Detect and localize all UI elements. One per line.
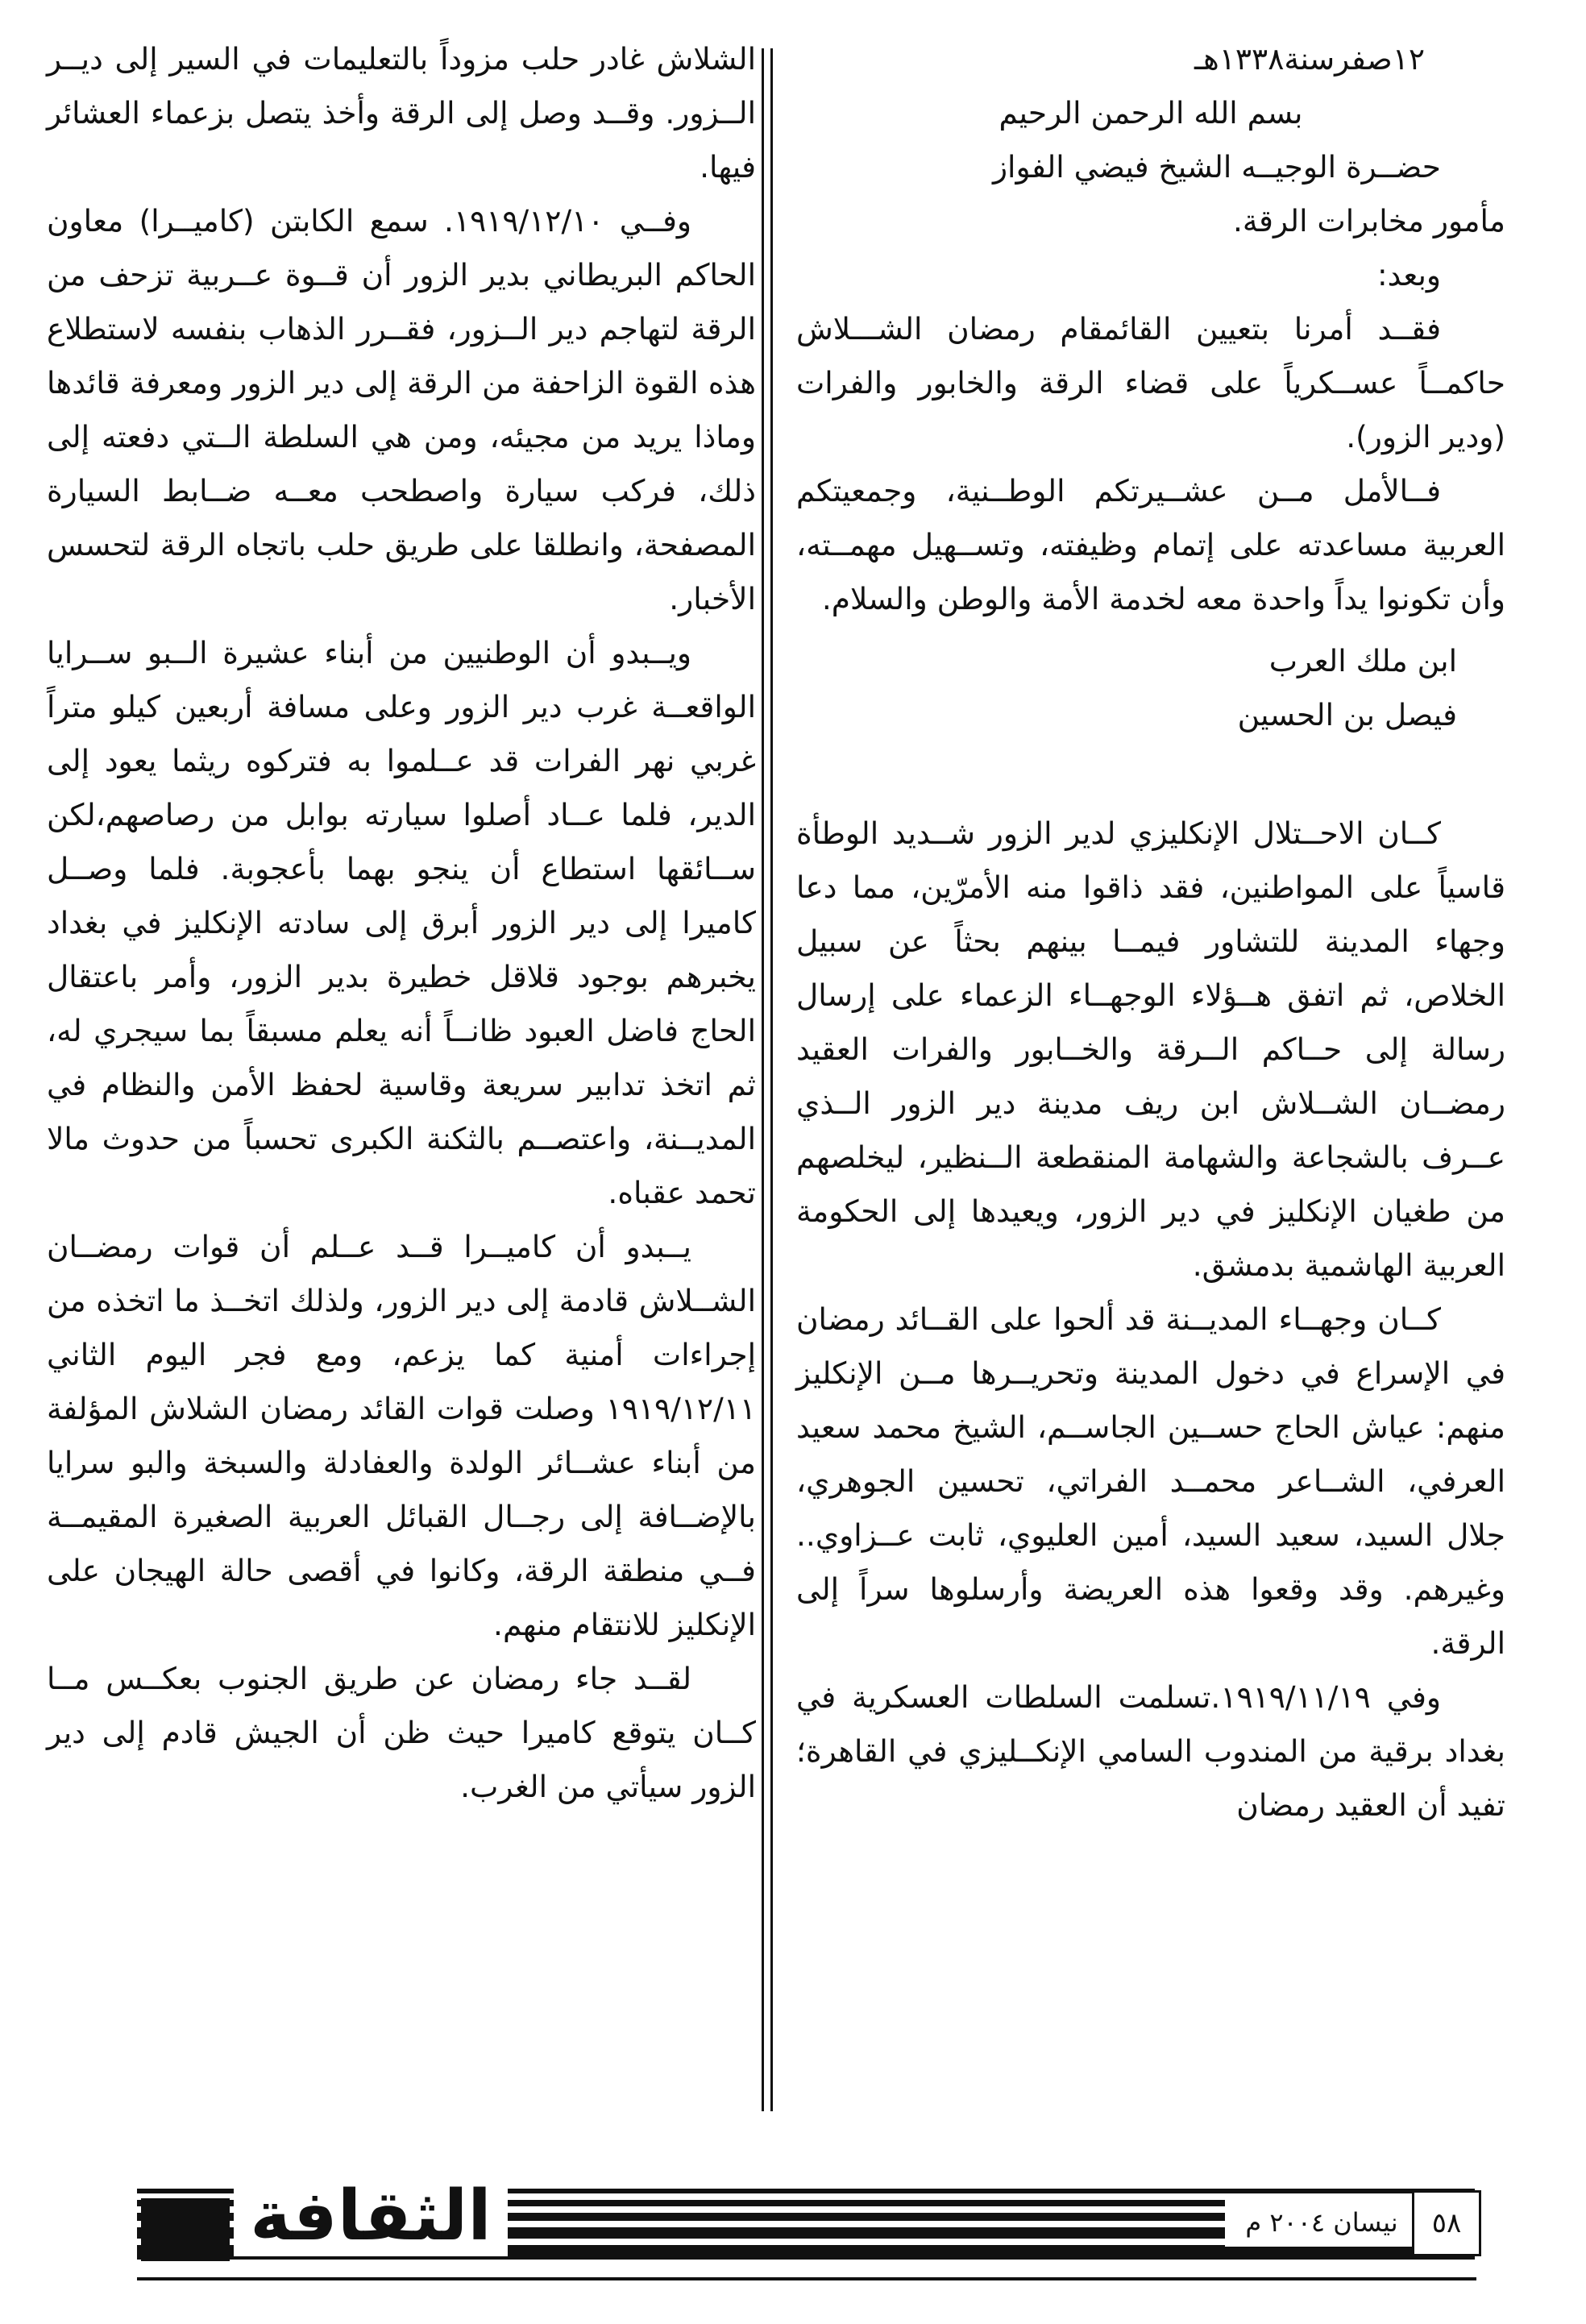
- article-paragraph: ويــبدو أن الوطنيين من أبناء عشيرة الــبو ســرايا الواقعــة غرب دير الزور وعلى مسافة أربعين كيلو متراً غربي نهر الفرات قد عــلموا به فتركوه ريثما يعود إلى الدير، فلما عــاد أصلوا سيارته بوابل من رصاصهم،لكن ســائقها استطاع أن ينجو بهما بأعجوبة. فلما وصــل كاميرا إلى دير الزور أبرق إلى سادته الإنكليز في بغداد يخبرهم بوجود قلاقل خطيرة بدير الزور، وأمر باعتقال الحاج فاضل العبود ظانــاً أنه يعلم مسبقاً بما سيجري له، ثم اتخذ تدابير سريعة وقاسية لحفظ الأمن والنظام في المديــنة، واعتصــم بالثكنة الكبرى تحسباً من حدوث مالا تحمد عقباه.: [47, 635, 756, 1210]
- letter-signature-name: فيصل بن الحسين: [1237, 697, 1457, 732]
- letter-body-1: فقــد أمرنا بتعيين القائمقام رمضان الشـــلاش حاكمــاً عســكرياً على قضاء الرقة والخابور والفرات (ودير الزور).: [796, 311, 1505, 454]
- article-paragraph: الشلاش غادر حلب مزوداً بالتعليمات في السير إلى ديــر الــزور. وقــد وصل إلى الرقة وأخذ يتصل بزعماء العشائر فيها.: [47, 41, 756, 185]
- masthead-side-block: [141, 2198, 230, 2214]
- letter-wabaad: وبعد:: [1377, 257, 1441, 293]
- article-paragraph: يــبدو أن كاميــرا قــد عــلم أن قوات رمضــان الشــلاش قادمة إلى دير الزور، ولذلك اتخــذ ما اتخذه من إجراءات أمنية كما يزعم، ومع فجر اليوم الثاني ١٩١٩/١٢/١١ وصلت قوات القائد رمضان الشلاش المؤلفة من أبناء عشــائر الولدة والعفادلة والسبخة والبو سرايا بالإضــافة إلى رجــال القبائل العربية الصغيرة المقيمــة فــي منطقة الرقة، وكانوا في أقصى حالة الهيجان على الإنكليز للانتقام منهم.: [47, 1229, 756, 1642]
- letter-basmala: بسم الله الرحمن الرحيم: [999, 95, 1303, 131]
- letter-address-role: مأمور مخابرات الرقة.: [1233, 203, 1505, 239]
- letter-address: حضــرة الوجيــه الشيخ فيضي الفواز: [992, 149, 1441, 185]
- article-paragraph: لقــد جاء رمضان عن طريق الجنوب بعكــس مــا كــان يتوقع كاميرا حيث ظن أن الجيش قادم إلى دير الزور سيأتي من الغرب.: [47, 1661, 756, 1804]
- masthead-logo: الثقافة: [234, 2176, 508, 2256]
- letter-body-2: فــالأمل مــن عشــيرتكم الوطــنية، وجمعيتكم العربية مساعدته على إتمام وظيفته، وتســهيل مهمــته، وأن تكونوا يداً واحدة معه لخدمة الأمة والوطن والسلام.: [796, 473, 1505, 616]
- page-number: ٥٨: [1412, 2190, 1481, 2256]
- masthead-side-block: [141, 2239, 230, 2261]
- article-paragraph: وفي ١٩١٩/١١/١٩.تسلمت السلطات العسكرية في بغداد برقية من المندوب السامي الإنكــليزي في القاهرة؛ تفيد أن العقيد رمضان: [796, 1679, 1505, 1823]
- article-paragraph: كــان الاحــتلال الإنكليزي لدير الزور شــديد الوطأة قاسياً على المواطنين، فقد ذاقوا منه الأمرّين، مما دعا وجهاء المدينة للتشاور فيمــا بينهم بحثاً عن سبيل الخلاص، ثم اتفق هــؤلاء الوجهــاء الزعماء على إرسال رسالة إلى حــاكم الــرقة والخــابور والفرات العقيد رمضــان الشــلاش ابن ريف مدينة دير الزور الــذي عــرف بالشجاعة والشهامة المنقطعة الــنظير، ليخلصهم من طغيان الإنكليز في دير الزور، ويعيدها إلى الحكومة العربية الهاشمية بدمشق.: [796, 815, 1505, 1283]
- left-column: [47, 32, 756, 1814]
- article-paragraph: وفــي ١٩١٩/١٢/١٠. سمع الكابتن (كاميــرا) معاون الحاكم البريطاني بدير الزور أن قــوة عــربية تزحف من الرقة لتهاجم دير الــزور، فقــرر الذهاب بنفسه لاستطلاع هذه القوة الزاحفة من الرقة إلى دير الزور ومعرفة قائدها وماذا يريد من مجيئه، ومن هي السلطة الــتي دفعته إلى ذلك، فركب سيارة واصطحب معــه ضــابط السيارة المصفحة، وانطلقا على طريق حلب باتجاه الرقة لتحسس الأخبار.: [47, 203, 756, 616]
- letter-date: ١٢صفرسنة١٣٣٨هـ: [1194, 41, 1425, 77]
- letter-signature-title: ابن ملك العرب: [1268, 643, 1457, 679]
- right-column: [796, 32, 1505, 1832]
- issue-date: نيسان ٢٠٠٤ م: [1225, 2198, 1418, 2247]
- masthead-side-block: [141, 2221, 230, 2232]
- article-paragraph: كــان وجهــاء المديــنة قد ألحوا على القــائد رمضان في الإسراع في دخول المدينة وتحريــرها مــن الإنكليز منهم: عياش الحاج حســين الجاســم، الشيخ محمد سعيد العرفي، الشــاعر محمــد الفراتي، تحسين الجوهري، جلال السيد، سعيد السيد، أمين العليوي، ثابت عــزاوي.. وغيرهم. وقد وقعوا هذه العريضة وأرسلوها سراً إلى الرقة.: [796, 1301, 1505, 1661]
- column-divider: [762, 48, 773, 2111]
- bottom-rule: [137, 2277, 1476, 2280]
